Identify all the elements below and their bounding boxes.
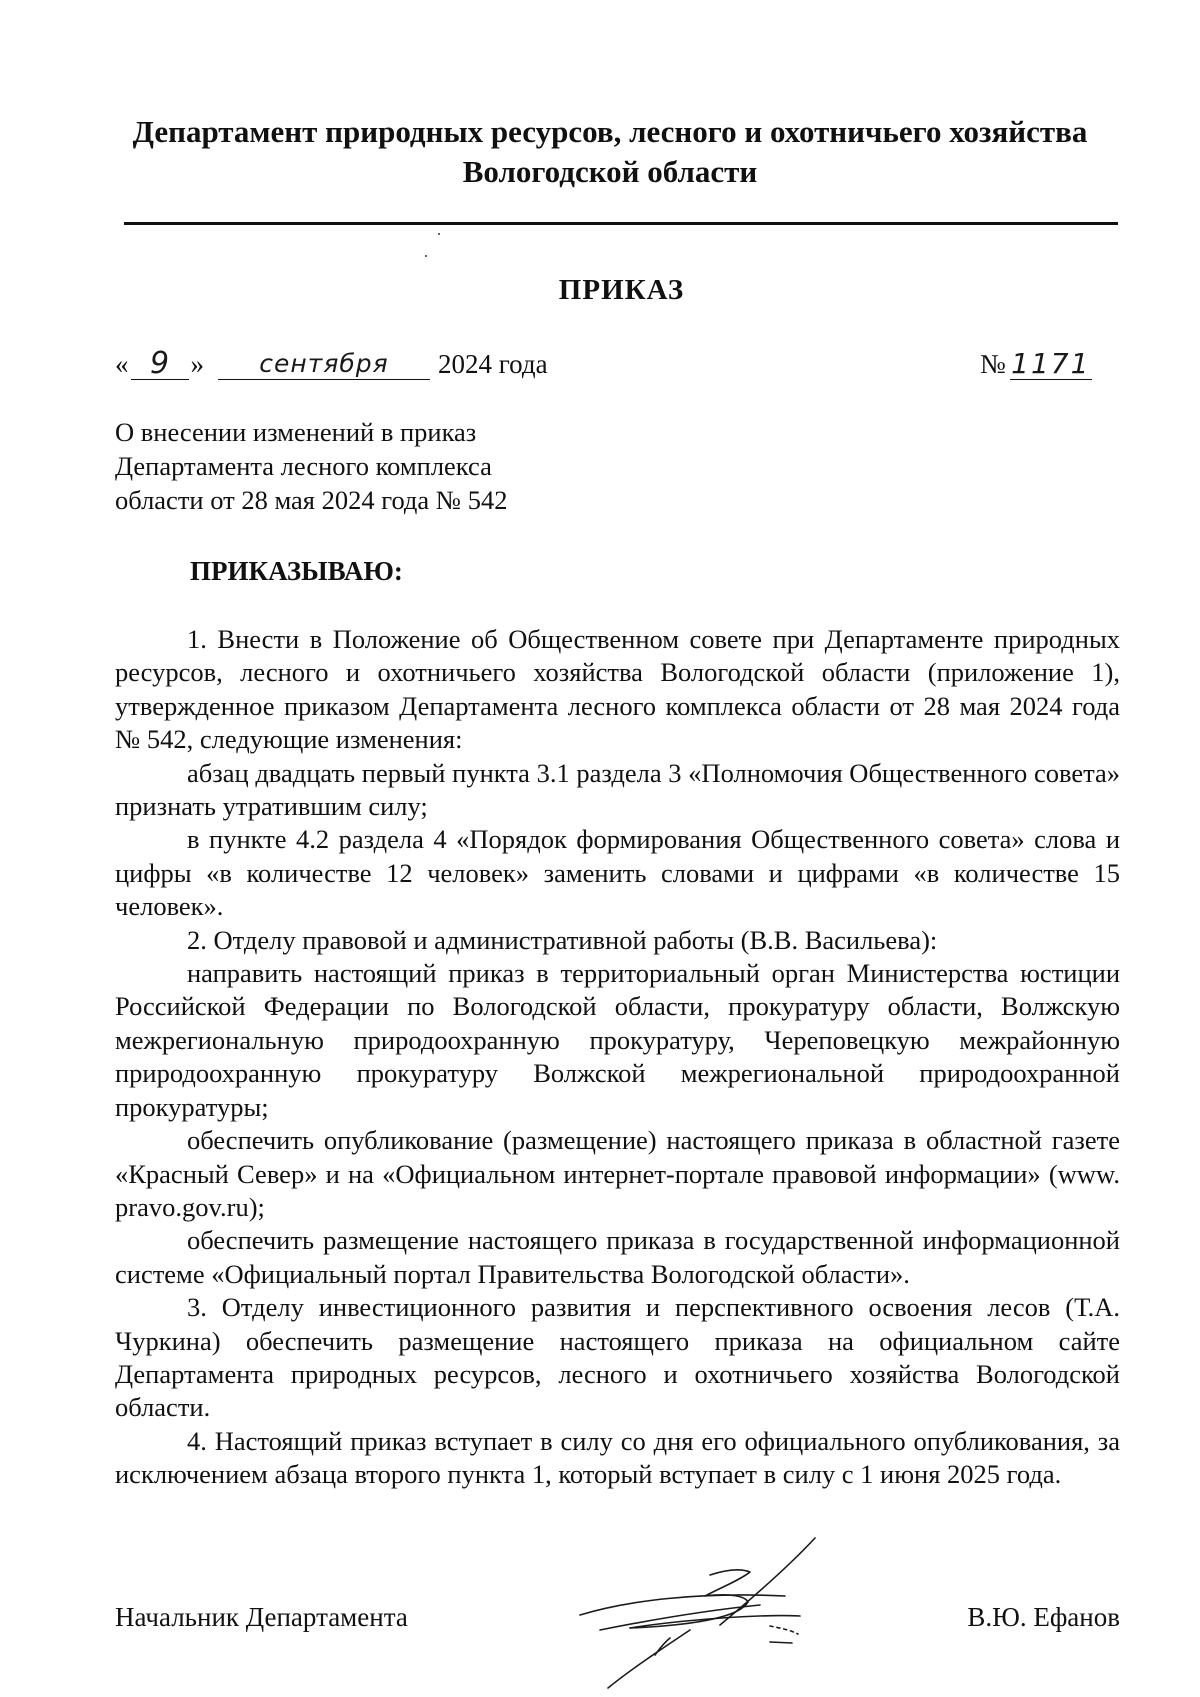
body-paragraph: 1. Внести в Положение об Общественном совете при Департаменте природных ресурсов, лесного и охотничьего хозяйства Вологодской области (приложение 1), утвержденное приказом Департамента лесного комплекса области от 28 мая 2024 года № 542, следующие изменения:	[115, 624, 1120, 755]
number-prefix: №	[980, 349, 1006, 379]
date-month-handwritten: сентября	[218, 349, 430, 380]
body-paragraph: направить настоящий приказ в территориальный орган Министерства юстиции Российской Федерации по Вологодской области, прокуратуру области, Волжскую межрегиональную природоохранную прокуратуру, Череповецкую межрайонную природоохранную прокуратуру Волжской межрегиональной природоохранной прокуратуры;	[115, 958, 1120, 1122]
department-header	[90, 112, 1130, 192]
header-divider	[124, 222, 1118, 225]
body-paragraph: 2. Отделу правовой и административной работы (В.В. Васильева):	[187, 924, 938, 955]
number-value-handwritten: 1171	[1011, 347, 1091, 380]
subject-line: О внесении изменений в приказ	[115, 417, 477, 447]
order-body	[115, 623, 1120, 1492]
subject-line: области от 28 мая 2024 года № 542	[115, 485, 508, 515]
date-close-quote: »	[190, 349, 204, 379]
body-paragraph: обеспечить опубликование (размещение) настоящего приказа в областной газете «Красный Север» и на «Официальном интернет-портале правовой информации» (www. pravo.gov.ru);	[115, 1125, 1120, 1222]
header-line-2: Вологодской области	[462, 154, 758, 189]
subject-line: Департамента лесного комплекса	[115, 451, 492, 481]
document-title: ПРИКАЗ	[558, 274, 685, 306]
signatory-position: Начальник Департамента	[115, 1602, 408, 1632]
header-line-1: Департамент природных ресурсов, лесного и охотничьего хозяйства	[132, 114, 1088, 149]
scan-speck	[438, 233, 440, 235]
scan-speck	[425, 255, 427, 257]
body-paragraph: 4. Настоящий приказ вступает в силу со дня его официального опубликования, за исключением абзаца второго пункта 1, который вступает в силу с 1 июня 2025 года.	[115, 1425, 1120, 1490]
order-date	[115, 346, 548, 381]
date-open-quote: «	[115, 349, 129, 379]
body-paragraph: в пункте 4.2 раздела 4 «Порядок формирования Общественного совета» слова и цифры «в количестве 12 человек» заменить словами и цифрами «в количестве 15 человек».	[115, 824, 1120, 922]
handwritten-signature	[570, 1530, 870, 1690]
body-paragraph: обеспечить размещение настоящего приказа в государственной информационной системе «Официальный портал Правительства Вологодской области».	[115, 1225, 1120, 1289]
order-directive: ПРИКАЗЫВАЮ:	[190, 556, 403, 586]
date-year: 2024 года	[438, 349, 548, 379]
order-subject	[115, 415, 507, 517]
date-day-handwritten: 9	[131, 349, 189, 380]
signatory-name: В.Ю. Ефанов	[967, 1602, 1120, 1632]
order-number	[980, 349, 1092, 380]
body-paragraph: 3. Отделу инвестиционного развития и перспективного освоения лесов (Т.А. Чуркина) обеспечить размещение настоящего приказа на официальном сайте Департамента природных ресурсов, лесного и охотничьего хозяйства Вологодской области.	[115, 1292, 1120, 1423]
body-paragraph: абзац двадцать первый пункта 3.1 раздела 3 «Полномочия Общественного совета» признать утратившим силу;	[115, 757, 1120, 822]
